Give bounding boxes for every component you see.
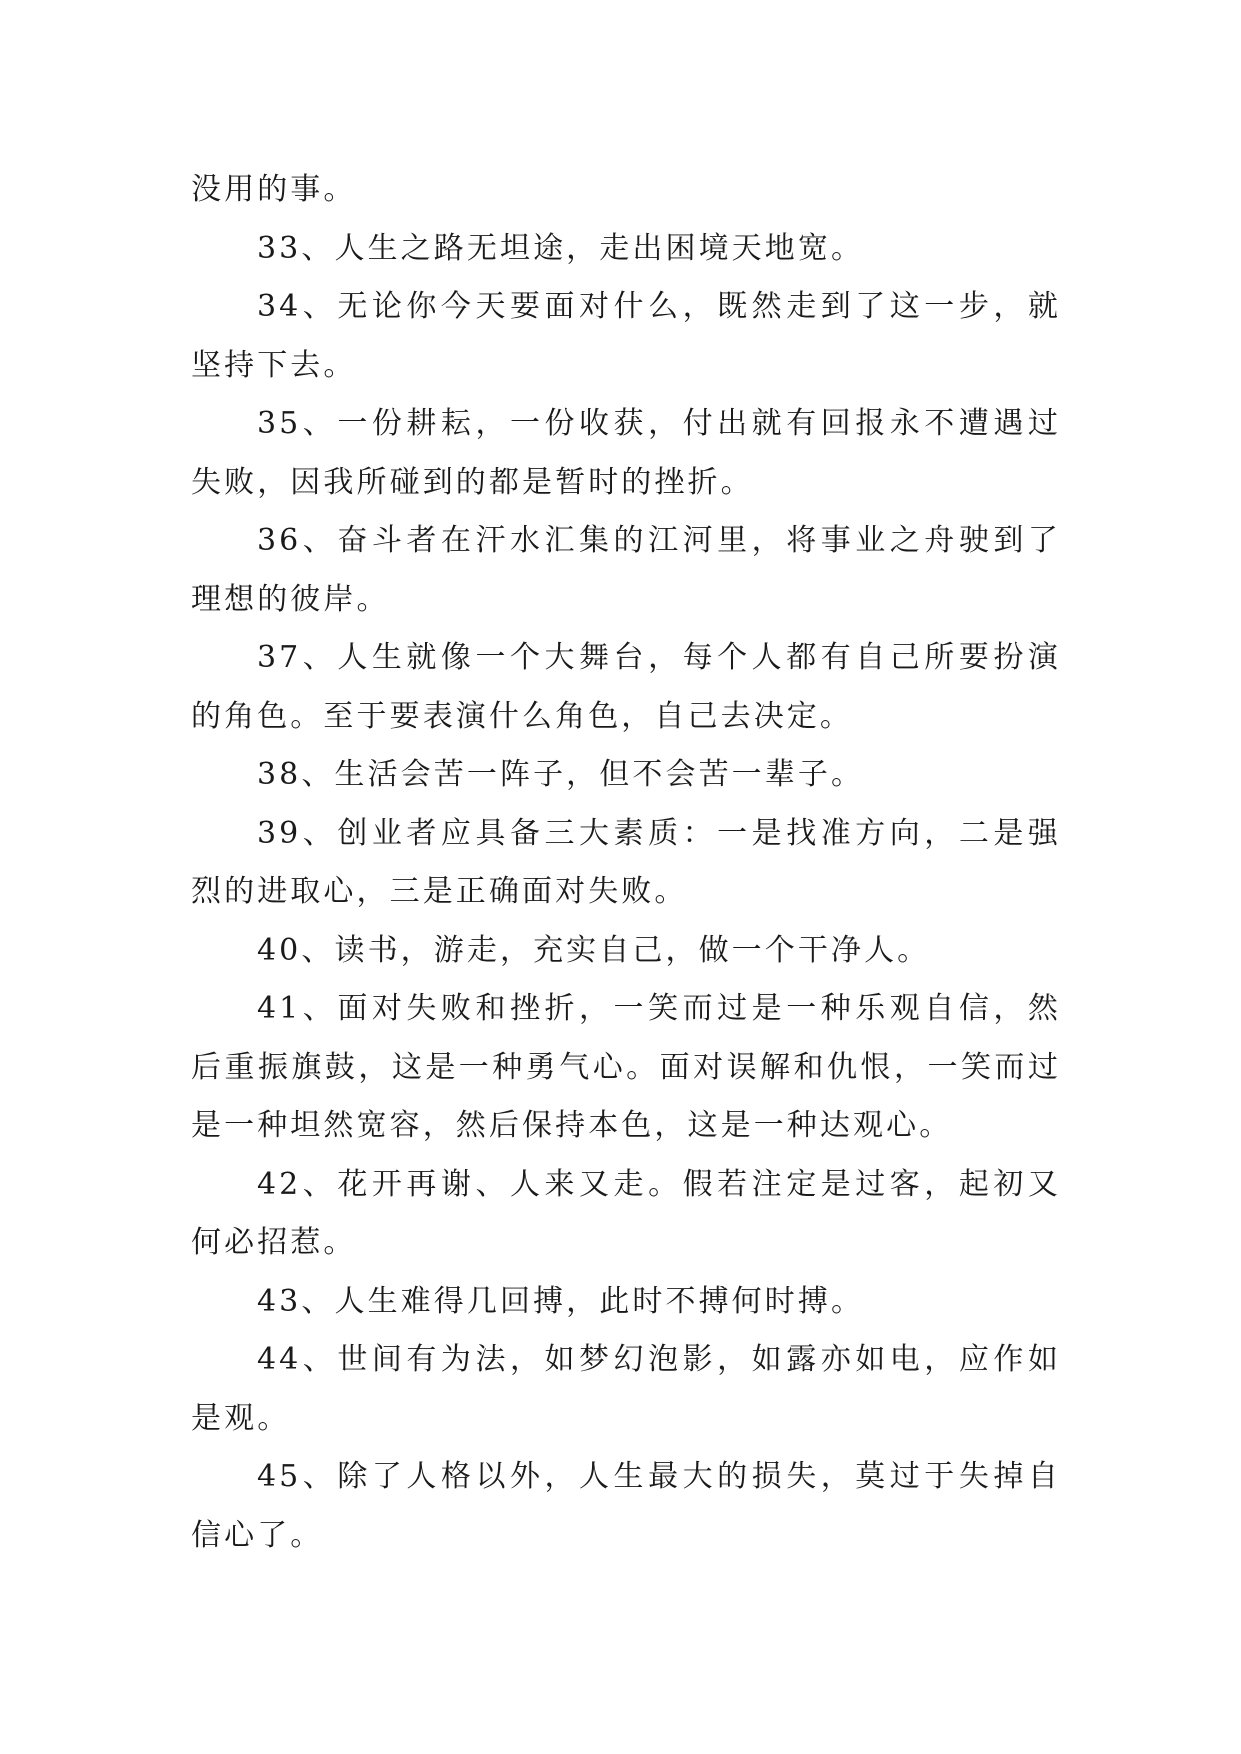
paragraph-33: 33、人生之路无坦途，走出困境天地宽。	[257, 230, 865, 266]
paragraph-35: 35、一份耕耘，一份收获，付出就有回报永不遭遇过失败，因我所碰到的都是暂时的挫折。	[191, 406, 1061, 500]
paragraph-37: 37、人生就像一个大舞台，每个人都有自己所要扮演的角色。至于要表演什么角色，自己去决定。	[191, 640, 1061, 734]
paragraph-40: 40、读书，游走，充实自己，做一个干净人。	[257, 932, 931, 968]
paragraph-39: 39、创业者应具备三大素质：一是找准方向，二是强烈的进取心，三是正确面对失败。	[191, 815, 1061, 909]
paragraph-41: 41、面对失败和挫折，一笑而过是一种乐观自信，然后重振旗鼓，这是一种勇气心。面对误解和仇恨，一笑而过是一种坦然宽容，然后保持本色，这是一种达观心。	[191, 991, 1061, 1143]
paragraph-42: 42、花开再谢、人来又走。假若注定是过客，起初又何必招惹。	[191, 1166, 1061, 1260]
paragraph-44: 44、世间有为法，如梦幻泡影，如露亦如电，应作如是观。	[191, 1342, 1061, 1436]
paragraph-38: 38、生活会苦一阵子，但不会苦一辈子。	[257, 757, 865, 792]
paragraph-34: 34、无论你今天要面对什么，既然走到了这一步，就坚持下去。	[191, 289, 1061, 383]
paragraph-43: 43、人生难得几回搏，此时不搏何时搏。	[257, 1283, 865, 1319]
paragraph-continuation: 没用的事。	[191, 172, 357, 207]
paragraph-36: 36、奋斗者在汗水汇集的江河里，将事业之舟驶到了理想的彼岸。	[191, 523, 1061, 617]
paragraph-45: 45、除了人格以外，人生最大的损失，莫过于失掉自信心了。	[191, 1459, 1061, 1553]
document-body	[191, 161, 1061, 1565]
